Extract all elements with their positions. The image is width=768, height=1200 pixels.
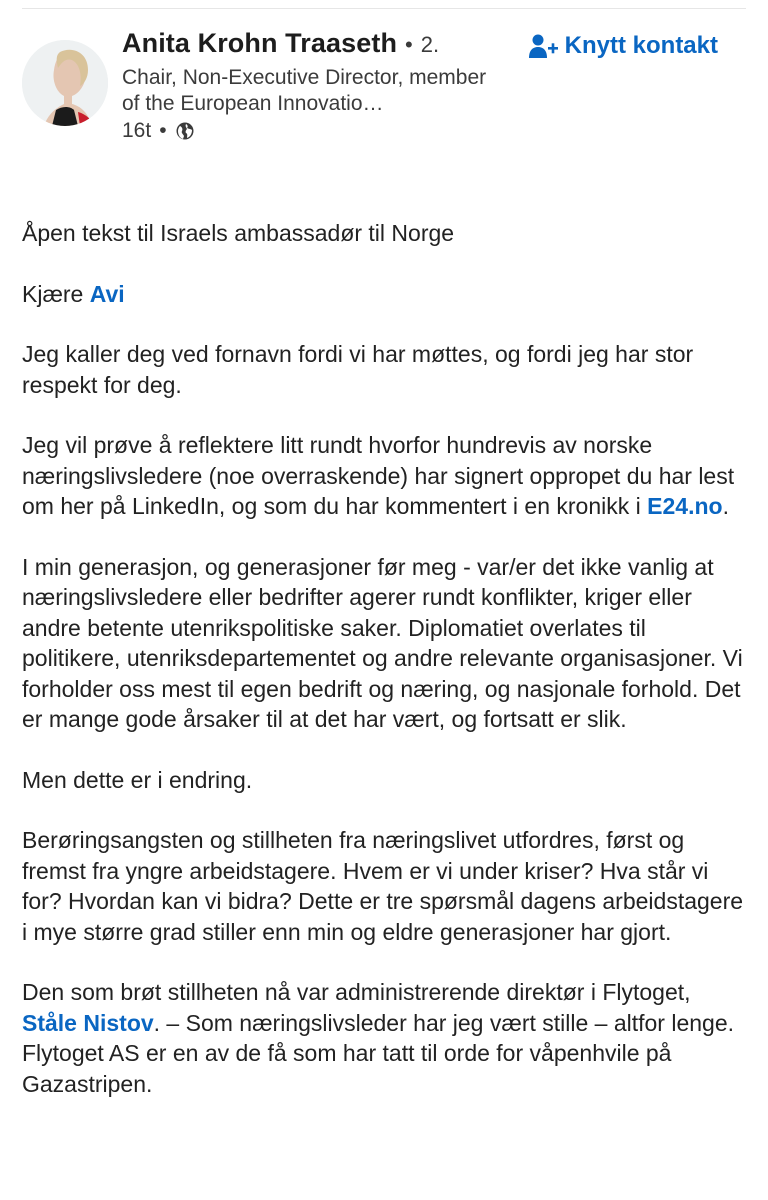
paragraph-4-suffix: . — [722, 493, 729, 519]
post-meta — [122, 119, 512, 143]
meta-separator: • — [159, 119, 167, 142]
author-name[interactable]: Anita Krohn Traaseth — [122, 28, 398, 58]
add-person-icon — [529, 33, 559, 59]
post-paragraph-3: Jeg kaller deg ved fornavn fordi vi har møttes, og fordi jeg har stor respekt for deg. — [22, 341, 694, 398]
post-time: 16t — [122, 119, 152, 142]
globe-icon — [175, 121, 195, 141]
greeting-text: Kjære — [22, 280, 90, 307]
post-paragraph-8 — [22, 977, 746, 1099]
paragraph-8-suffix: . – Som næringslivsleder har jeg vært stille – altfor lenge. Flytoget AS er en av de få som har tatt til orde for våpenhvile på Gazastripen. — [22, 1009, 735, 1097]
paragraph-4-text: Jeg vil prøve å reflektere litt rundt hvorfor hundrevis av norske næringslivsledere (noe overraskende) har signert oppropet du har lest om her på LinkedIn, og som du har kommentert i en kronikk i — [22, 432, 735, 519]
mention-avi[interactable]: Avi — [89, 280, 125, 307]
post-paragraph-5: I min generasjon, og generasjoner før meg - var/er det ikke vanlig at næringslivsledere eller bedrifter agerer rundt konflikter, kriger eller andre betente utenrikspolitiske saker. Diplomatiet overlates til politikere, utenriksdepartementet og andre relevante organisasjoner. Vi forholder oss mest til egen bedrift og næring, og nasjonale forhold. Det er mange gode årsaker til at det har vært, og fortsatt er slik. — [22, 553, 743, 732]
post-paragraph-6: Men dette er i endring. — [22, 766, 253, 793]
post-header — [22, 28, 746, 142]
link-e24[interactable]: E24.no — [647, 493, 723, 519]
avatar[interactable] — [22, 40, 108, 126]
degree-value: 2. — [420, 32, 440, 57]
post-paragraph-7: Berøringsangsten og stillheten fra næringslivet utfordres, først og fremst fra yngre arbeidstagere. Hvem er vi under kriser? Hva står vi for? Hvordan kan vi bidra? Dette er tre spørsmål dagens arbeidstagere i mye større grad stiller enn min og eldre generasjoner har gjort. — [22, 827, 744, 945]
post-paragraph-4 — [22, 430, 746, 522]
connection-degree — [405, 32, 439, 58]
paragraph-8-text: Den som brøt stillheten nå var administrerende direktør i Flytoget, — [22, 979, 691, 1005]
avatar-photo — [22, 40, 108, 126]
author-info — [122, 28, 512, 143]
post-paragraph-1: Åpen tekst til Israels ambassadør til Norge — [22, 220, 455, 246]
post-body — [22, 218, 746, 1129]
author-headline: Chair, Non-Executive Director, member of the European Innovatio… — [122, 66, 487, 115]
post-paragraph-2 — [22, 279, 746, 310]
connect-label: Knytt kontakt — [564, 32, 718, 59]
top-divider — [22, 8, 746, 9]
connect-button[interactable] — [529, 32, 718, 60]
mention-stale-nistov[interactable]: Ståle Nistov — [22, 1009, 154, 1036]
degree-separator: • — [405, 32, 413, 57]
